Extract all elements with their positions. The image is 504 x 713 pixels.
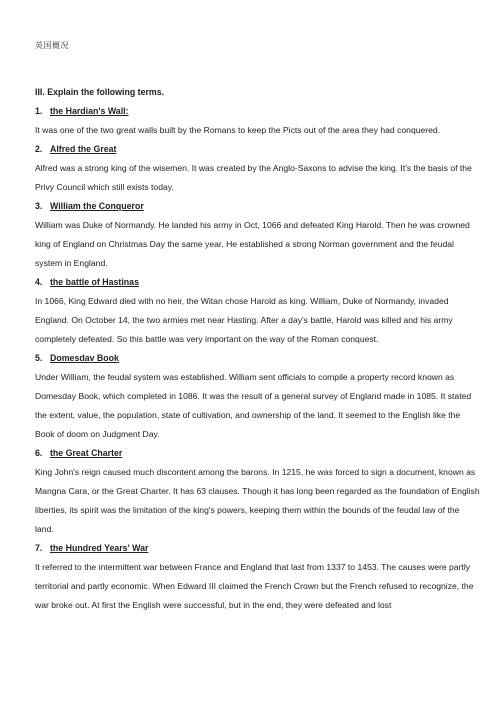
term-entry-4: [35, 273, 480, 349]
term-entry-1: [35, 102, 480, 140]
term-definition: William was Duke of Normandy. He landed his army in Oct, 1066 and defeated King Harold. Then he was crowned king of England on Christmas Day the same year. He established a strong Norman government and the feudal system in England.: [35, 220, 470, 268]
term-definition: King John's reign caused much discontent among the barons. In 1215, he was forced to sign a document, known as Mangna Cara, or the Great Charter. It has 63 clauses. Though it has long been regarded as the foundation of English liberties, its spirit was the limitation of the king's powers, keeping them within the bounds of the feudal law of the land.: [35, 467, 480, 534]
term-number: 2.: [35, 144, 43, 154]
term-heading: [35, 349, 480, 368]
term-heading: [35, 273, 480, 292]
term-definition: Alfred was a strong king of the wisemen. It was created by the Anglo-Saxons to advise the king. It's the basis of the Privy Council which still exists today.: [35, 163, 472, 192]
term-entry-5: [35, 349, 480, 444]
term-name: Domesdav Book: [50, 353, 119, 363]
term-name: Alfred the Great: [50, 144, 117, 154]
term-number: 4.: [35, 277, 43, 287]
term-definition: Under William, the feudal system was established. William sent officials to compile a property record known as Domesday Book, which completed in 1086. It was the result of a general survey of England made in 1085. It stated the extent, value, the population, state of cultivation, and ownership of the land. It seemed to the English like the Book of doom on Judgment Day.: [35, 372, 472, 439]
term-name: the battle of Hastinas: [50, 277, 139, 287]
term-name: William the Conqueror: [50, 201, 144, 211]
term-name: the Great Charter: [50, 448, 123, 458]
term-definition: It was one of the two great walls built by the Romans to keep the Picts out of the area they had conquered.: [35, 125, 441, 135]
section-title: III. Explain the following terms.: [35, 87, 165, 97]
document-body: [35, 83, 480, 615]
term-entry-6: [35, 444, 480, 539]
term-entry-3: [35, 197, 480, 273]
term-number: 7.: [35, 543, 43, 553]
term-heading: [35, 102, 480, 121]
term-heading: [35, 444, 480, 463]
term-number: 5.: [35, 353, 43, 363]
term-heading: [35, 140, 480, 159]
page-header: 英国概况: [35, 41, 69, 50]
term-entry-2: [35, 140, 480, 197]
term-heading: [35, 539, 480, 558]
term-heading: [35, 197, 480, 216]
term-entry-7: [35, 539, 480, 615]
term-definition: It referred to the intermittent war between France and England that last from 1337 to 1453. The causes were partly territorial and partly economic. When Edward III claimed the French Crown but the French refused to recognize, the war broke out. At first the English were successful, but in the end, they were defeated and lost: [35, 562, 474, 610]
term-definition: In 1066, King Edward died with no heir, the Witan chose Harold as king. William, Duke of Normandy, invaded England. On October 14, the two armies met near Hasting. After a day's battle, Harold was killed and his army completely defeated. So this battle was very important on the way of the Roman conquest.: [35, 296, 453, 344]
term-name: the Hundred Years' War: [50, 543, 149, 553]
term-number: 6.: [35, 448, 43, 458]
term-number: 1.: [35, 106, 43, 116]
term-name: the Hardian's Wall:: [50, 106, 129, 116]
term-number: 3.: [35, 201, 43, 211]
